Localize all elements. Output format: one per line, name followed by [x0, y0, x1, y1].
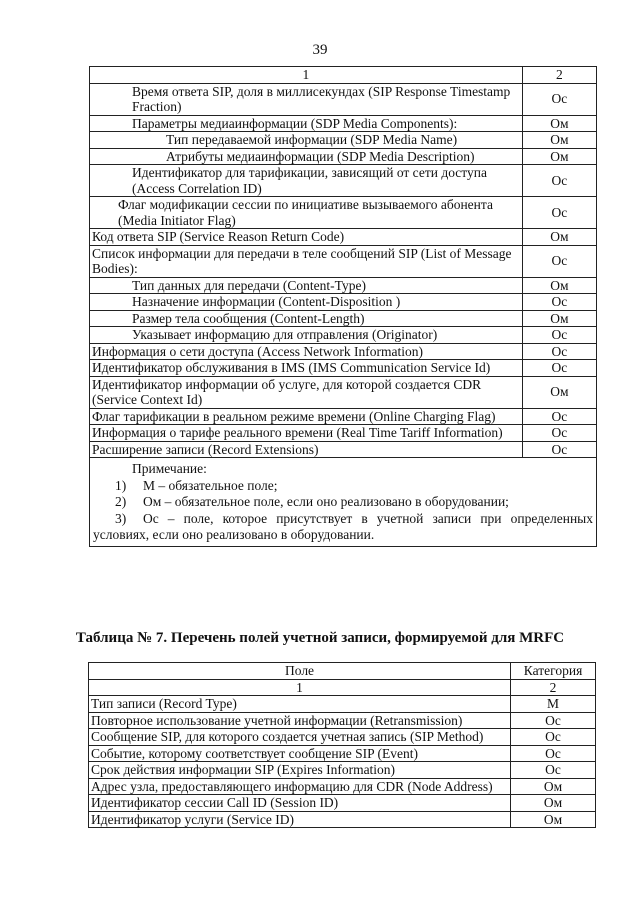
field-cell: Атрибуты медиаинформации (SDP Media Description)	[90, 148, 523, 165]
field-cell: Список информации для передачи в теле сообщений SIP (List of Message Bodies):	[90, 245, 523, 277]
table-row	[89, 762, 596, 779]
field-cell: Адрес узла, предоставляющего информацию для CDR (Node Address)	[89, 778, 511, 795]
category-cell: Oc	[522, 165, 596, 197]
category-cell: Ом	[522, 376, 596, 408]
field-cell: Параметры медиаинформации (SDP Media Components):	[90, 115, 523, 132]
category-cell: Oc	[522, 327, 596, 344]
category-cell: Ом	[522, 310, 596, 327]
category-cell: Oc	[511, 745, 596, 762]
category-cell: Ом	[522, 115, 596, 132]
category-cell: Ом	[522, 277, 596, 294]
table-row	[89, 712, 596, 729]
field-cell: Событие, которому соответствует сообщение SIP (Event)	[89, 745, 511, 762]
table-row	[90, 165, 597, 197]
note-item-number: 1)	[115, 477, 127, 493]
note-item-number: 3)	[115, 510, 127, 526]
category-cell: Ом	[511, 795, 596, 812]
field-cell: Информация о сети доступа (Access Network Information)	[90, 343, 523, 360]
field-cell: Тип передаваемой информации (SDP Media Name)	[90, 132, 523, 149]
table-row	[90, 327, 597, 344]
table-row	[90, 360, 597, 377]
note-item-number: 2)	[115, 494, 127, 509]
table-row	[89, 745, 596, 762]
category-cell: Oc	[522, 83, 596, 115]
field-cell: Указывает информацию для отправления (Originator)	[90, 327, 523, 344]
fields-table-continued	[89, 66, 597, 547]
column-number-1: 1	[90, 67, 523, 84]
field-cell: Срок действия информации SIP (Expires Information)	[89, 762, 511, 779]
note-cell	[90, 458, 597, 547]
category-cell: Oc	[522, 294, 596, 311]
field-cell: Идентификатор информации об услуге, для которой создается CDR (Service Context Id)	[90, 376, 523, 408]
table-number-row	[89, 679, 596, 696]
field-cell: Тип данных для передачи (Content-Type)	[90, 277, 523, 294]
category-cell: Ом	[522, 148, 596, 165]
field-cell: Идентификатор обслуживания в IMS (IMS Communication Service Id)	[90, 360, 523, 377]
table-row	[89, 811, 596, 828]
table-row	[90, 197, 597, 229]
note-item	[93, 511, 593, 544]
table-row	[90, 115, 597, 132]
category-cell: Oc	[511, 729, 596, 746]
note-row	[90, 458, 597, 547]
category-cell: Oc	[522, 441, 596, 458]
note-item-text: М – обязательное поле;	[143, 477, 278, 493]
category-cell: Oc	[522, 360, 596, 377]
note-item-text: Ом – обязательное поле, если оно реализовано в оборудовании;	[143, 494, 509, 509]
category-cell: Oc	[522, 197, 596, 229]
category-cell: Ом	[522, 132, 596, 149]
field-cell: Идентификатор для тарификации, зависящий от сети доступа (Access Correlation ID)	[90, 165, 523, 197]
table-row	[90, 148, 597, 165]
field-cell: Идентификатор сессии Call ID (Session ID)	[89, 795, 511, 812]
note-item	[93, 494, 593, 511]
category-cell: Oc	[522, 408, 596, 425]
table-row	[90, 229, 597, 246]
table-row	[90, 245, 597, 277]
category-cell: M	[511, 696, 596, 713]
table-row	[90, 343, 597, 360]
table-row	[90, 310, 597, 327]
category-cell: Oc	[522, 425, 596, 442]
table-row	[90, 132, 597, 149]
category-cell: Ом	[511, 811, 596, 828]
field-cell: Информация о тарифе реального времени (Real Time Tariff Information)	[90, 425, 523, 442]
column-header-field: Поле	[89, 663, 511, 680]
category-cell: Oc	[522, 245, 596, 277]
column-number-1: 1	[89, 679, 511, 696]
page-number: 39	[312, 42, 328, 58]
field-cell: Флаг модификации сессии по инициативе вызываемого абонента (Media Initiator Flag)	[90, 197, 523, 229]
field-cell: Расширение записи (Record Extensions)	[90, 441, 523, 458]
table-row	[89, 696, 596, 713]
table-7-title: Таблица № 7. Перечень полей учетной записи, формируемой для MRFC	[75, 630, 565, 646]
mrfc-fields-table	[88, 662, 596, 828]
table-row	[90, 277, 597, 294]
category-cell: Oc	[522, 343, 596, 360]
table-row	[89, 795, 596, 812]
column-number-2: 2	[511, 679, 596, 696]
table-row	[90, 441, 597, 458]
table-row	[90, 376, 597, 408]
category-cell: Ом	[522, 229, 596, 246]
field-cell: Повторное использование учетной информации (Retransmission)	[89, 712, 511, 729]
column-number-2: 2	[522, 67, 596, 84]
field-cell: Флаг тарификации в реальном режиме времени (Online Charging Flag)	[90, 408, 523, 425]
table-row	[90, 83, 597, 115]
table-row	[89, 778, 596, 795]
note-item-text: Ос – поле, которое присутствует в учетной записи при определенных условиях, если оно реализовано в оборудовании.	[93, 510, 593, 542]
category-cell: Ом	[511, 778, 596, 795]
category-cell: Oc	[511, 712, 596, 729]
table-row	[89, 729, 596, 746]
table-row	[90, 425, 597, 442]
note-item	[93, 478, 593, 495]
column-header-category: Категория	[511, 663, 596, 680]
note-title: Примечание:	[132, 461, 207, 476]
field-cell: Идентификатор услуги (Service ID)	[89, 811, 511, 828]
field-cell: Код ответа SIP (Service Reason Return Code)	[90, 229, 523, 246]
table-header-row	[89, 663, 596, 680]
table-row	[90, 294, 597, 311]
table-row	[90, 408, 597, 425]
field-cell: Назначение информации (Content-Disposition )	[90, 294, 523, 311]
table-header-row	[90, 67, 597, 84]
field-cell: Сообщение SIP, для которого создается учетная запись (SIP Method)	[89, 729, 511, 746]
field-cell: Тип записи (Record Type)	[89, 696, 511, 713]
field-cell: Размер тела сообщения (Content-Length)	[90, 310, 523, 327]
field-cell: Время ответа SIP, доля в миллисекундах (SIP Response Timestamp Fraction)	[90, 83, 523, 115]
category-cell: Oc	[511, 762, 596, 779]
